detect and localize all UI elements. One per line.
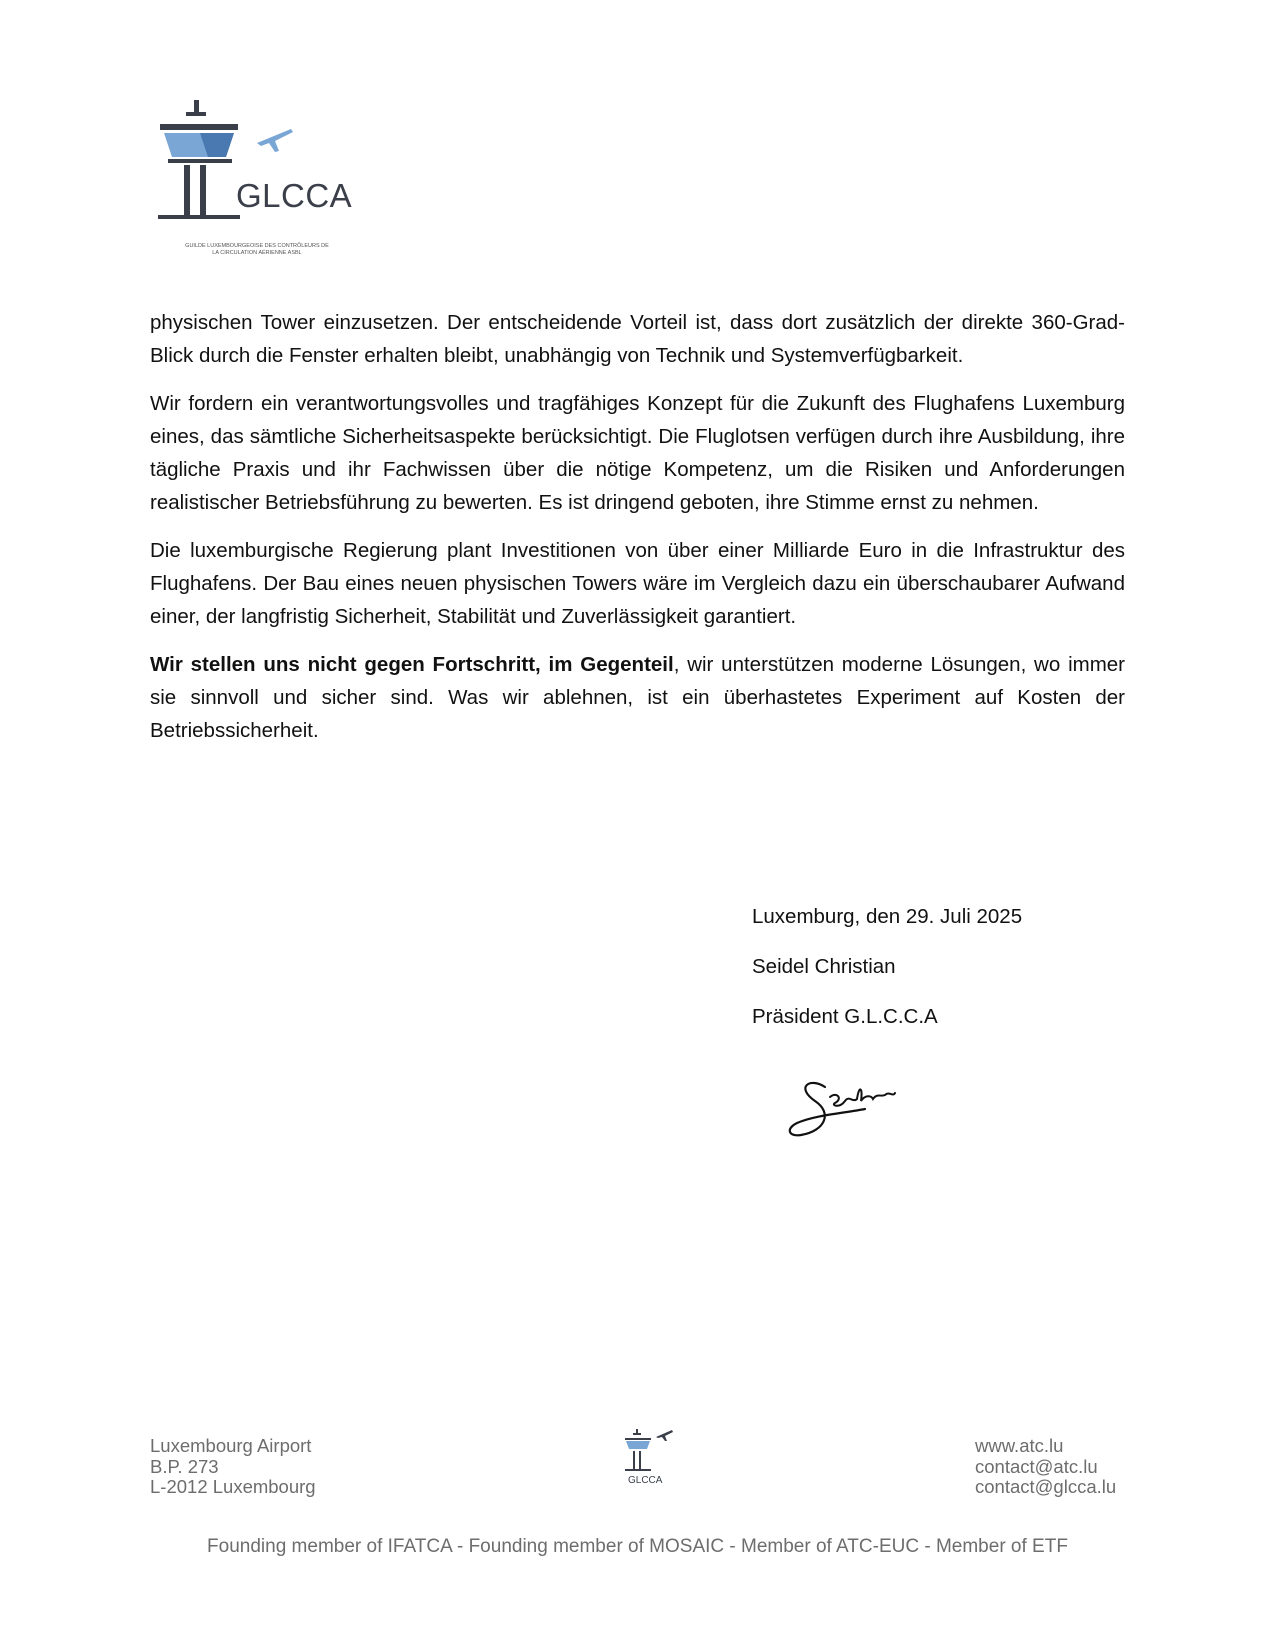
place-date: Luxemburg, den 29. Juli 2025	[752, 905, 1023, 928]
airplane-icon	[255, 125, 295, 155]
paragraph: Wir fordern ein verantwortungsvolles und tragfähiges Konzept für die Zukunft des Flughafens Luxemburg eines, das sämtliche Sicherheitsaspekte berücksichtigt. Die Fluglotsen verfügen durch ihre Ausbildung, ihre tägliche Praxis und ihr Fachwissen über die nötige Kompetenz, um die Risiken und Anforderungen realistischer Betriebsführung zu bewerten. Es ist dringend geboten, ihre Stimme ernst zu nehmen.	[150, 392, 1125, 514]
logo-wordmark: GLCCA	[236, 177, 353, 214]
glcca-logo	[150, 95, 370, 270]
signoff-block	[752, 903, 1022, 1053]
address-line: B.P. 273	[150, 1455, 219, 1477]
paragraph: physischen Tower einzusetzen. Der entscheidende Vorteil ist, dass dort zusätzlich der direkte 360-Grad-Blick durch die Fenster erhalten bleibt, unabhängig von Technik und Systemverfügbarkeit.	[150, 311, 1125, 367]
signatory-title: Präsident G.L.C.C.A	[752, 1005, 938, 1028]
address-line: L-2012 Luxembourg	[150, 1476, 316, 1497]
email-link[interactable]: contact@atc.lu	[975, 1455, 1098, 1477]
memberships-line: Founding member of IFATCA - Founding member of MOSAIC - Member of ATC-EUC - Member of ETF	[207, 1536, 1068, 1557]
footer-logo-text: GLCCA	[628, 1475, 663, 1486]
letter-body	[150, 306, 1125, 762]
logo-subtitle-line1: GUILDE LUXEMBOURGEOISE DES CONTRÔLEURS DE	[185, 243, 329, 249]
paragraph	[150, 648, 1125, 747]
bold-statement: Wir stellen uns nicht gegen Fortschritt, im Gegenteil	[150, 653, 674, 676]
tower-icon	[622, 1427, 682, 1477]
footer-contacts	[975, 1436, 1116, 1498]
logo-subtitle-line2: LA CIRCULATION AÉRIENNE ASBL	[212, 250, 302, 256]
logo-subtitle	[162, 243, 352, 257]
paragraph: Die luxemburgische Regierung plant Investitionen von über einer Milliarde Euro in die Infrastruktur des Flughafens. Der Bau eines neuen physischen Towers wäre im Vergleich dazu ein überschaubarer Aufwand einer, der langfristig Sicherheit, Stabilität und Zuverlässigkeit garantiert.	[150, 539, 1125, 628]
email-link[interactable]: contact@glcca.lu	[975, 1476, 1117, 1497]
address-line: Luxembourg Airport	[150, 1435, 312, 1456]
footer-logo	[622, 1427, 682, 1492]
website-link[interactable]: www.atc.lu	[975, 1435, 1064, 1456]
signatory-name: Seidel Christian	[752, 955, 896, 978]
handwritten-signature	[785, 1065, 925, 1150]
paragraph-rest: , wir unterstützen moderne Lösungen, wo immer sie sinnvoll und sicher sind. Was wir ablehnen, ist ein überhastetes Experiment auf Kosten der Betriebssicherheit.	[150, 653, 1126, 742]
footer-address	[150, 1436, 316, 1498]
